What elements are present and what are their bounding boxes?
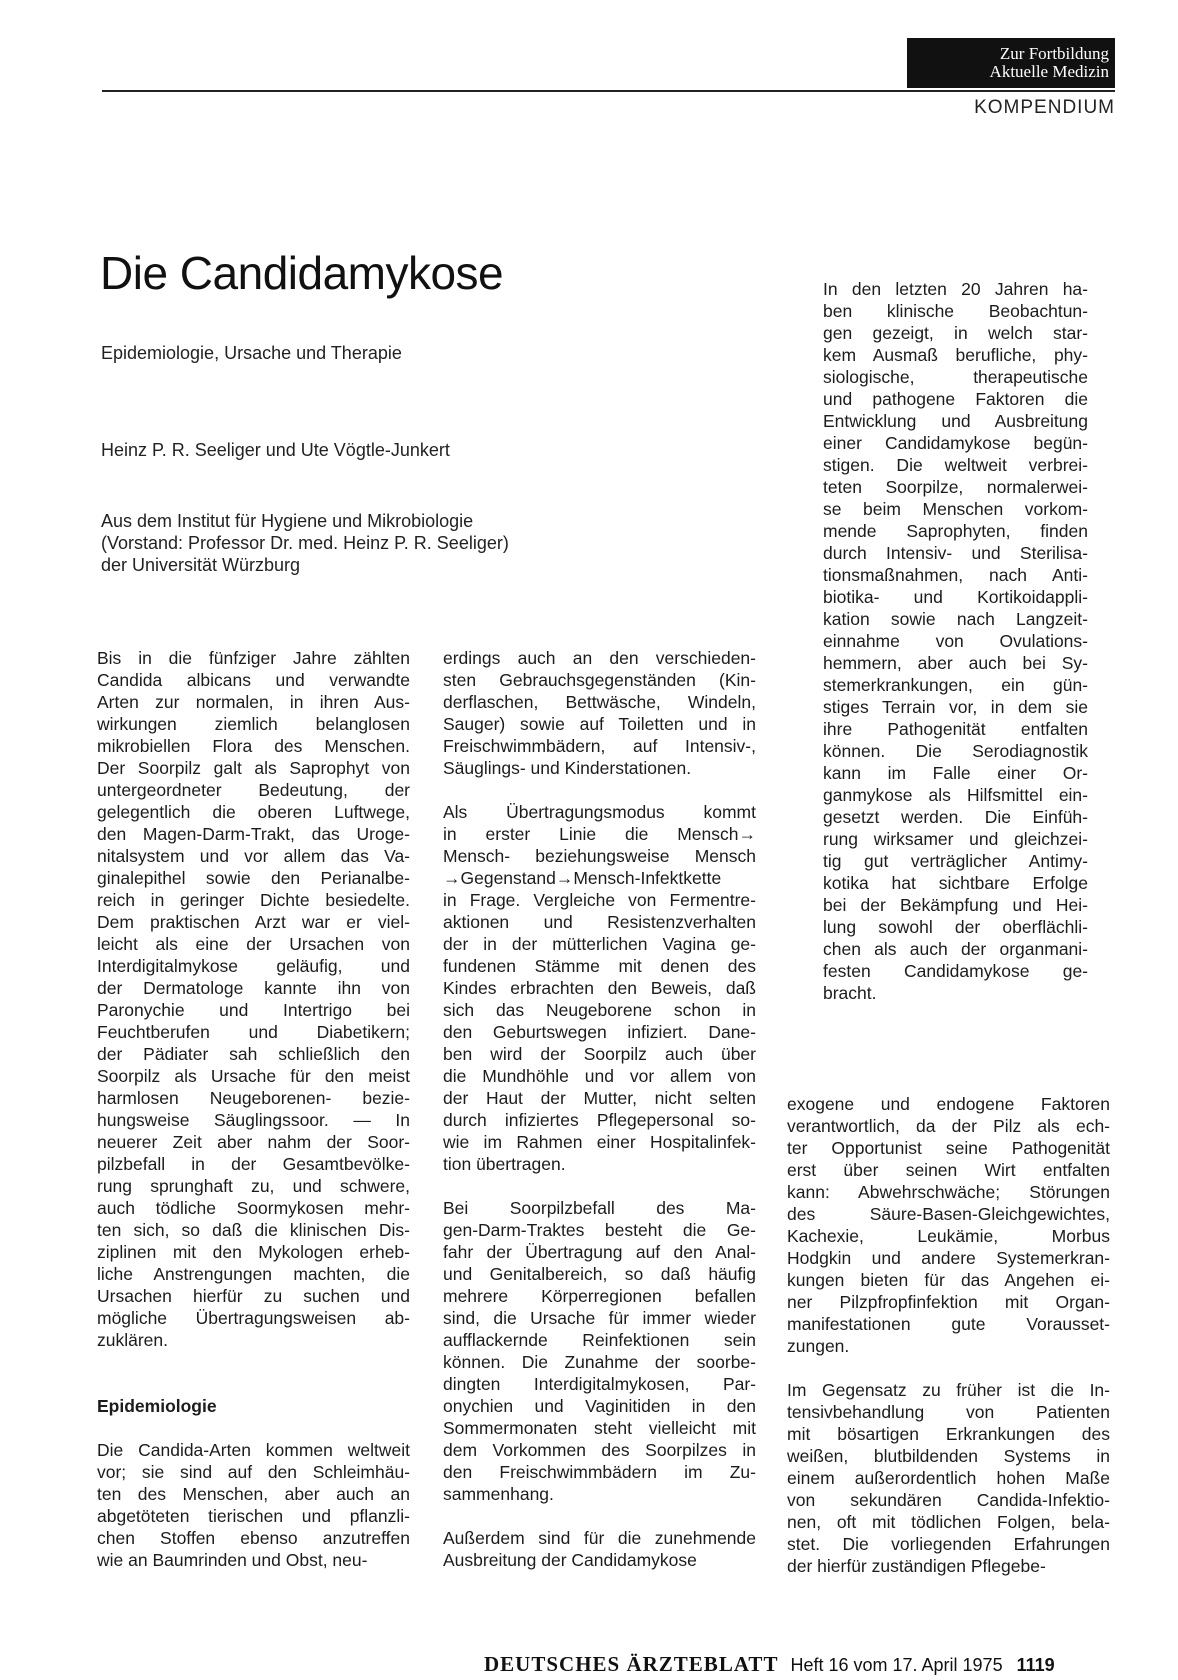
text-line: lung sowohl der oberflächli- bbox=[823, 917, 1088, 937]
text-line: ten sich, so daß die klinischen Dis- bbox=[97, 1220, 410, 1240]
text-line: ben klinische Beobachtun- bbox=[823, 301, 1088, 321]
abstract-paragraph bbox=[823, 278, 1088, 1004]
paragraph-gap bbox=[443, 1175, 756, 1197]
text-line: und Genitalbereich, so daß häufig bbox=[443, 1264, 756, 1284]
body-paragraph bbox=[787, 1379, 1110, 1577]
text-line: ter Opportunist seine Pathogenität bbox=[787, 1138, 1110, 1158]
badge-line-2: Aktuelle Medizin bbox=[989, 62, 1109, 81]
text-line: einem außerordentlich hohen Maße bbox=[787, 1468, 1110, 1488]
text-line: Feuchtberufen und Diabetikern; bbox=[97, 1022, 410, 1042]
text-line: bracht. bbox=[823, 983, 877, 1003]
text-line: Bis in die fünfziger Jahre zählten bbox=[97, 648, 410, 668]
text-line: der Dermatologe kannte ihn von bbox=[97, 978, 410, 998]
text-line: Sommermonaten steht vielleicht mit bbox=[443, 1418, 756, 1438]
text-line: der in der mütterlichen Vagina ge- bbox=[443, 934, 756, 954]
article-title: Die Candidamykose bbox=[100, 247, 504, 299]
page-footer bbox=[484, 1652, 1055, 1677]
text-line: Sauger) sowie auf Toiletten und in bbox=[443, 714, 756, 734]
text-line: vor; sie sind auf den Schleimhäu- bbox=[97, 1462, 410, 1482]
affiliation-line: (Vorstand: Professor Dr. med. Heinz P. R. Seeliger) bbox=[101, 533, 509, 553]
text-line: leicht als eine der Ursachen von bbox=[97, 934, 410, 954]
text-line: Candida albicans und verwandte bbox=[97, 670, 410, 690]
text-line: ihre Pathogenität entfalten bbox=[823, 719, 1088, 739]
text-line: dingten Interdigitalmykosen, Par- bbox=[443, 1374, 756, 1394]
page-number: 1119 bbox=[1016, 1655, 1055, 1675]
text-line: gen gezeigt, in welch star- bbox=[823, 323, 1088, 343]
text-line: Ursachen hierfür zu suchen und bbox=[97, 1286, 410, 1306]
text-line: aufflackernde Reinfektionen sein bbox=[443, 1330, 756, 1350]
text-line: dem Vorkommen des Soorpilzes in bbox=[443, 1440, 756, 1460]
text-line: rung wirksamer und gleichzei- bbox=[823, 829, 1088, 849]
text-line: sind, die Ursache für immer wieder bbox=[443, 1308, 756, 1328]
text-line: in erster Linie die Mensch→ bbox=[443, 824, 756, 844]
text-line: hungsweise Säuglingssoor. — In bbox=[97, 1110, 410, 1130]
text-line: Hodgkin und andere Systemerkran- bbox=[787, 1248, 1110, 1268]
text-line: In den letzten 20 Jahren ha- bbox=[823, 279, 1088, 299]
paragraph-gap bbox=[97, 1373, 410, 1395]
text-line: se beim Menschen vorkom- bbox=[823, 499, 1088, 519]
text-line: den Freischwimmbädern im Zu- bbox=[443, 1462, 756, 1482]
text-line: Die Candida-Arten kommen weltweit bbox=[97, 1440, 410, 1460]
text-line: teten Soorpilze, normalerwei- bbox=[823, 477, 1088, 497]
text-line: fundenen Stämme mit denen des bbox=[443, 956, 756, 976]
text-line: rung sprunghaft zu, und schwere, bbox=[97, 1176, 410, 1196]
text-line: nitalsystem und vor allem das Va- bbox=[97, 846, 410, 866]
text-line: Kindes erbrachten den Beweis, daß bbox=[443, 978, 756, 998]
text-line: kann im Falle einer Or- bbox=[823, 763, 1088, 783]
text-line: exogene und endogene Faktoren bbox=[787, 1094, 1110, 1114]
text-line: zuklären. bbox=[97, 1330, 169, 1350]
text-line: siologische, therapeutische bbox=[823, 367, 1088, 387]
text-line: ziplinen mit den Mykologen erheb- bbox=[97, 1242, 410, 1262]
text-line: kotika hat sichtbare Erfolge bbox=[823, 873, 1088, 893]
text-line: ner Pilzpfropfinfektion mit Organ- bbox=[787, 1292, 1110, 1312]
text-line: mit bösartigen Erkrankungen des bbox=[787, 1424, 1110, 1444]
text-line: die Mundhöhle und vor allem von bbox=[443, 1066, 756, 1086]
text-line: tig gut verträglicher Antimy- bbox=[823, 851, 1088, 871]
text-line: auch tödliche Soormykosen mehr- bbox=[97, 1198, 410, 1218]
text-line: einnahme von Ovulations- bbox=[823, 631, 1088, 651]
text-line: stiges Terrain vor, in dem sie bbox=[823, 697, 1088, 717]
series-badge bbox=[907, 38, 1115, 88]
text-line: reich in geringer Dichte besiedelte. bbox=[97, 890, 410, 910]
text-line: Kachexie, Leukämie, Morbus bbox=[787, 1226, 1110, 1246]
text-line: Paronychie und Intertrigo bei bbox=[97, 1000, 410, 1020]
text-line: festen Candidamykose ge- bbox=[823, 961, 1088, 981]
text-line: erst über seinen Wirt entfalten bbox=[787, 1160, 1110, 1180]
text-line: Säuglings- und Kinderstationen. bbox=[443, 758, 692, 778]
body-paragraph bbox=[443, 647, 756, 779]
journal-name: DEUTSCHES ÄRZTEBLATT bbox=[484, 1652, 779, 1676]
text-line: sammenhang. bbox=[443, 1484, 554, 1504]
article-authors: Heinz P. R. Seeliger und Ute Vögtle-Junkert bbox=[101, 440, 450, 460]
text-line: mende Saprophyten, finden bbox=[823, 521, 1088, 541]
text-line: tionsmaßnahmen, nach Anti- bbox=[823, 565, 1088, 585]
text-line: gelegentlich die oberen Luftwege, bbox=[97, 802, 410, 822]
text-line: liche Anstrengungen machten, die bbox=[97, 1264, 410, 1284]
article-affiliation bbox=[101, 510, 601, 576]
badge-line-1: Zur Fortbildung bbox=[999, 44, 1109, 63]
text-line: bei der Bekämpfung und Hei- bbox=[823, 895, 1088, 915]
text-line: tion übertragen. bbox=[443, 1154, 566, 1174]
paragraph-gap bbox=[97, 1417, 410, 1439]
text-line: untergeordneter Bedeutung, der bbox=[97, 780, 410, 800]
section-label: KOMPENDIUM bbox=[974, 97, 1115, 118]
text-line: tensivbehandlung von Patienten bbox=[787, 1402, 1110, 1422]
text-line: chen Stoffen ebenso anzutreffen bbox=[97, 1528, 410, 1548]
text-line: durch Intensiv- und Sterilisa- bbox=[823, 543, 1088, 563]
text-line: Der Soorpilz galt als Saprophyt von bbox=[97, 758, 410, 778]
text-line: erdings auch an den verschieden- bbox=[443, 648, 756, 668]
text-line: kann: Abwehrschwäche; Störungen bbox=[787, 1182, 1110, 1202]
text-line: sich das Neugeborene schon in bbox=[443, 1000, 756, 1020]
text-line: den Magen-Darm-Trakt, das Uroge- bbox=[97, 824, 410, 844]
text-line: Im Gegensatz zu früher ist die In- bbox=[787, 1380, 1110, 1400]
text-line: abgetöteten tierischen und pflanzli- bbox=[97, 1506, 410, 1526]
text-line: Entwicklung und Ausbreitung bbox=[823, 411, 1088, 431]
section-heading-epidemiologie: Epidemiologie bbox=[97, 1396, 217, 1416]
text-line: stet. Die vorliegenden Erfahrungen bbox=[787, 1534, 1110, 1554]
text-line: ben wird der Soorpilz auch über bbox=[443, 1044, 756, 1064]
text-line: Freischwimmbädern, auf Intensiv-, bbox=[443, 736, 756, 756]
body-paragraph bbox=[787, 1093, 1110, 1357]
text-line: manifestationen gute Vorausset- bbox=[787, 1314, 1110, 1334]
text-line: neuerer Zeit aber nahm der Soor- bbox=[97, 1132, 410, 1152]
text-line: harmlosen Neugeborenen- bezie- bbox=[97, 1088, 410, 1108]
text-line: den Geburtswegen infiziert. Dane- bbox=[443, 1022, 756, 1042]
article-subtitle: Epidemiologie, Ursache und Therapie bbox=[101, 343, 402, 363]
text-line: zungen. bbox=[787, 1336, 850, 1356]
text-line: Mensch- beziehungsweise Mensch bbox=[443, 846, 756, 866]
text-line: ganmykose als Hilfsmittel ein- bbox=[823, 785, 1088, 805]
text-line: mögliche Übertragungsweisen ab- bbox=[97, 1308, 410, 1328]
text-line: Soorpilz als Ursache für den meist bbox=[97, 1066, 410, 1086]
text-line: durch infiziertes Pflegepersonal so- bbox=[443, 1110, 756, 1130]
text-line: kungen bieten für das Angehen ei- bbox=[787, 1270, 1110, 1290]
text-line: mehrere Körperregionen befallen bbox=[443, 1286, 756, 1306]
affiliation-line: Aus dem Institut für Hygiene und Mikrobiologie bbox=[101, 511, 474, 531]
paragraph-gap bbox=[787, 1357, 1110, 1379]
text-line: Bei Soorpilzbefall des Ma- bbox=[443, 1198, 756, 1218]
text-line: einer Candidamykose begün- bbox=[823, 433, 1088, 453]
body-column-2 bbox=[443, 647, 756, 1571]
text-line: Arten zur normalen, in ihren Aus- bbox=[97, 692, 410, 712]
text-line: pilzbefall in der Gesamtbevölke- bbox=[97, 1154, 410, 1174]
text-line: wie an Baumrinden und Obst, neu- bbox=[97, 1550, 368, 1570]
text-line: kation sowie nach Langzeit- bbox=[823, 609, 1088, 629]
text-line: ginalepithel sowie den Perianalbe- bbox=[97, 868, 410, 888]
text-line: mikrobiellen Flora des Menschen. bbox=[97, 736, 410, 756]
body-column-3 bbox=[787, 1093, 1110, 1577]
abstract-column bbox=[823, 278, 1088, 1004]
text-line: fahr der Übertragung auf den Anal- bbox=[443, 1242, 756, 1262]
text-line: in Frage. Vergleiche von Fermentre- bbox=[443, 890, 756, 910]
text-line: gen-Darm-Traktes besteht die Ge- bbox=[443, 1220, 756, 1240]
text-line: stigen. Die weltweit verbrei- bbox=[823, 455, 1088, 475]
header-rule bbox=[102, 90, 1115, 92]
body-paragraph bbox=[97, 1439, 410, 1571]
text-line: hemmern, aber auch bei Sy- bbox=[823, 653, 1088, 673]
text-line: Als Übertragungsmodus kommt bbox=[443, 802, 756, 822]
text-line: Ausbreitung der Candidamykose bbox=[443, 1550, 697, 1570]
paragraph-gap bbox=[443, 779, 756, 801]
text-line: chen als auch der organmani- bbox=[823, 939, 1088, 959]
text-line: der hierfür zuständigen Pflegebe- bbox=[787, 1556, 1046, 1576]
text-line: verantwortlich, da der Pilz als ech- bbox=[787, 1116, 1110, 1136]
text-line: Außerdem sind für die zunehmende bbox=[443, 1528, 756, 1548]
text-line: von sekundären Candida-Infektio- bbox=[787, 1490, 1110, 1510]
affiliation-line: der Universität Würzburg bbox=[101, 555, 301, 575]
text-line: ten des Menschen, aber auch an bbox=[97, 1484, 410, 1504]
text-line: wie im Rahmen einer Hospitalinfek- bbox=[443, 1132, 756, 1152]
text-line: können. Die Serodiagnostik bbox=[823, 741, 1088, 761]
text-line: Dem praktischen Arzt war er viel- bbox=[97, 912, 410, 932]
text-line: gesetzt werden. Die Einfüh- bbox=[823, 807, 1088, 827]
text-line: derflaschen, Bettwäsche, Windeln, bbox=[443, 692, 756, 712]
text-line: nen, oft mit tödlichen Folgen, bela- bbox=[787, 1512, 1110, 1532]
text-line: der Pädiater sah schließlich den bbox=[97, 1044, 410, 1064]
text-line: onychien und Vaginitiden in den bbox=[443, 1396, 756, 1416]
text-line: stemerkrankungen, ein gün- bbox=[823, 675, 1088, 695]
text-line: Interdigitalmykose geläufig, und bbox=[97, 956, 410, 976]
text-line: sten Gebrauchsgegenständen (Kin- bbox=[443, 670, 756, 690]
text-line: des Säure-Basen-Gleichgewichtes, bbox=[787, 1204, 1110, 1224]
text-line: aktionen und Resistenzverhalten bbox=[443, 912, 756, 932]
text-line: kem Ausmaß berufliche, phy- bbox=[823, 345, 1088, 365]
text-line: →Gegenstand→Mensch-Infektkette bbox=[443, 868, 722, 888]
text-line: wirkungen ziemlich belanglosen bbox=[97, 714, 410, 734]
text-line: und pathogene Faktoren die bbox=[823, 389, 1088, 409]
body-paragraph bbox=[443, 801, 756, 1175]
body-paragraph bbox=[443, 1197, 756, 1505]
paragraph-gap bbox=[443, 1505, 756, 1527]
text-line: der Haut der Mutter, nicht selten bbox=[443, 1088, 756, 1108]
text-line: können. Die Zunahme der soorbe- bbox=[443, 1352, 756, 1372]
paragraph-gap bbox=[97, 1351, 410, 1373]
text-line: biotika- und Kortikoidappli- bbox=[823, 587, 1088, 607]
body-paragraph bbox=[97, 647, 410, 1351]
body-paragraph bbox=[443, 1527, 756, 1571]
body-column-1 bbox=[97, 647, 410, 1571]
issue-info: Heft 16 vom 17. April 1975 bbox=[790, 1655, 1003, 1675]
text-line: weißen, blutbildenden Systems in bbox=[787, 1446, 1110, 1466]
